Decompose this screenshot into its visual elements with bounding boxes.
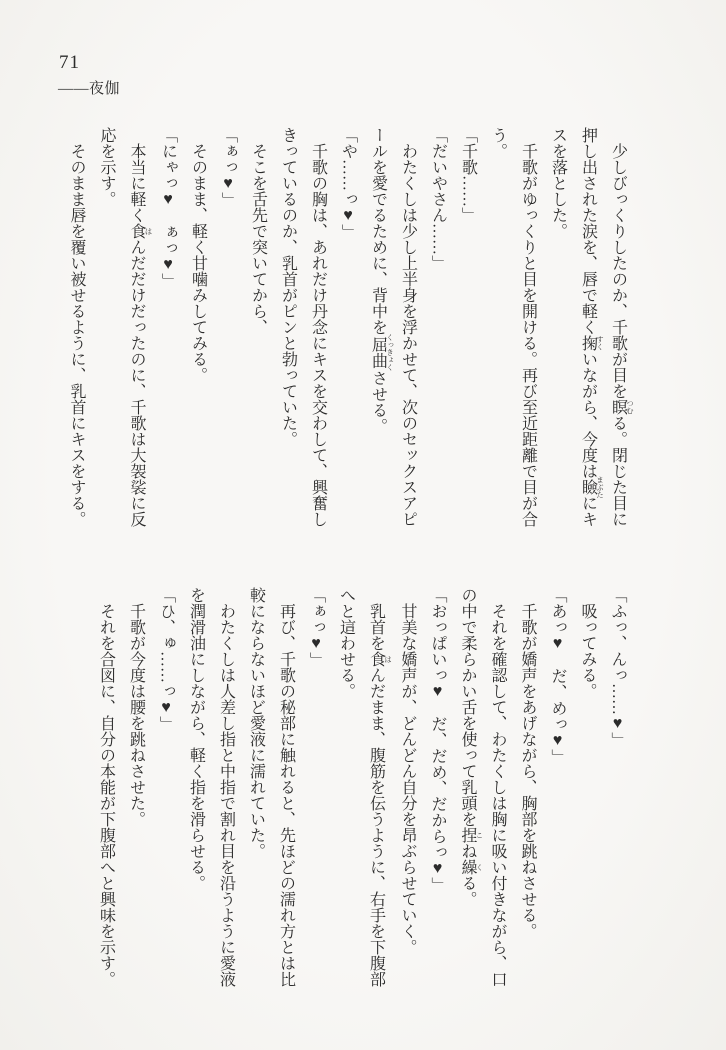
paragraph: 少しびっくりしたのか、千歌が目を瞑 つむる。閉じた目に押し出された涙を、唇で軽く掬 すくいながら、今度は瞼 まぶたにキスを落とした。 (549, 127, 635, 527)
running-head: ――夜伽 (58, 81, 121, 97)
text-block-bottom (91, 587, 633, 991)
paragraph: 甘美な嬌声が、どんどん自分を昂ぶらせていく。 (399, 603, 416, 955)
furigana-ruby: 掬 すく (579, 335, 605, 351)
paragraph: 乳首を食 はんだまま、腹筋を伝うように、右手を下腹部へと這わせる。 (337, 587, 393, 987)
paragraph: そこを舌先で突いてから、 (249, 143, 267, 335)
furigana-ruby: 瞑 つむ (609, 399, 635, 415)
paragraph: 「ぁっ♥」 (307, 587, 325, 668)
paragraph: 「にゃっ♥ ぁっ♥」 (159, 127, 177, 289)
paragraph: 本当に軽く食 はんだだけだったのに、千歌は大袈裟に反応を示す。 (98, 127, 153, 527)
paragraph: 千歌が嬌声をあげながら、胸部を跳ねさせる。 (519, 603, 536, 939)
paragraph: 千歌がゆっくりと目を開ける。再び至近距離で目が合う。 (489, 127, 537, 527)
paragraph: 「だいやさん……」 (429, 127, 447, 271)
paragraph: それを確認して、わたくしは胸に吸い付きながら、口の中で柔らかい舌を使って乳頭を捏 こね繰 くる。 (459, 587, 506, 987)
paragraph: それを合図に、自分の本能が下腹部へと興味を示す。 (97, 603, 115, 987)
paragraph: わたくしは少し上半身を浮かせて、次のセックスアピールを愛でるために、背中を屈曲 くっきょくさせる。 (369, 127, 417, 527)
paragraph: 「ふっ、んっ……♥」 (609, 587, 626, 748)
furigana-ruby: 瞼 まぶた (579, 475, 605, 499)
furigana-ruby: 屈曲 くっきょく (369, 333, 395, 372)
paragraph: 「おっぱいっ♥ だ、だめ、だからっ♥」 (429, 587, 446, 893)
paragraph: 「ぁっ♥」 (219, 127, 237, 208)
paragraph: そのまま唇を覆い被せるように、乳首にキスをする。 (68, 143, 85, 527)
furigana-ruby: 食 は (128, 223, 153, 239)
paragraph: 「千歌……」 (459, 127, 477, 223)
paragraph: 「や……っ♥」 (339, 127, 357, 240)
paragraph: 「あっ♥ だ、めっ♥」 (549, 587, 566, 765)
furigana-ruby: 食 は (367, 651, 393, 667)
page-number: 71 (59, 52, 80, 73)
paragraph: わたくしは人差し指と中指で割れ目を沿うように愛液を潤滑油にしながら、軽く指を滑らせる。 (187, 587, 235, 987)
paragraph: 再び、千歌の秘部に触れると、先ほどの濡れ方とは比較にならないほど愛液に濡れていた。 (247, 587, 295, 987)
furigana-ruby: 捏 こ (459, 827, 484, 843)
paragraph: 千歌が今度は腰を跳ねさせた。 (127, 603, 145, 827)
text-block-top (61, 127, 634, 531)
paragraph: 吸ってみる。 (579, 603, 596, 699)
furigana-ruby: 繰 く (459, 859, 484, 875)
paragraph: 千歌の胸は、あれだけ丹念にキスを交わして、興奮しきっているのか、乳首がピンと勃っていた。 (279, 127, 327, 527)
paragraph: 「ひ、ゅ……っ♥」 (157, 587, 175, 732)
paragraph: そのまま、軽く甘噛みしてみる。 (189, 143, 207, 383)
